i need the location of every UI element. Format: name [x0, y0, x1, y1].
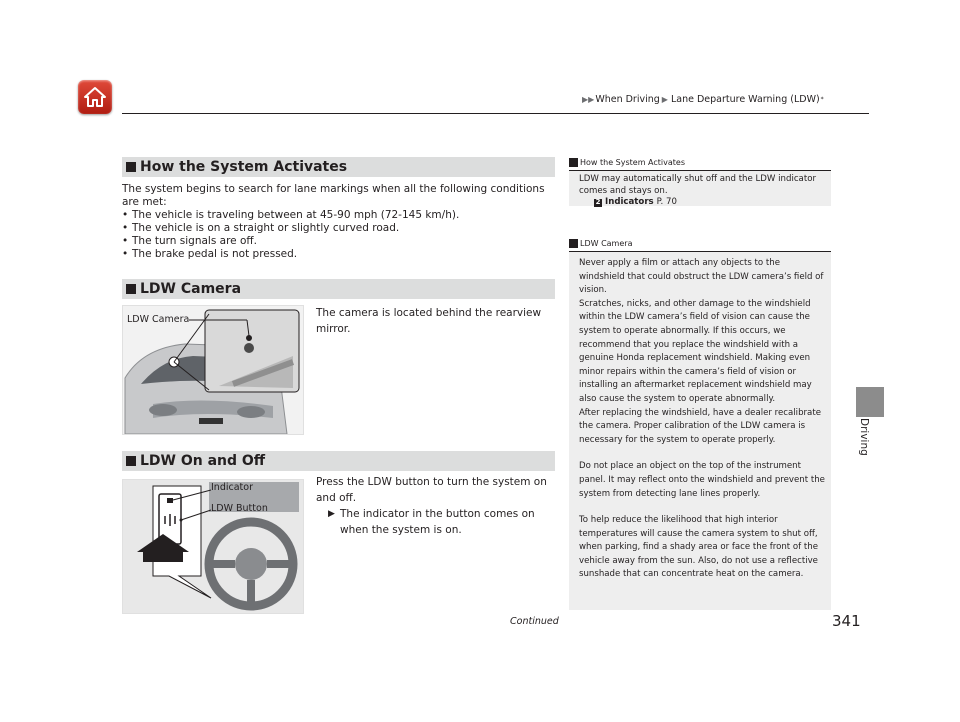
list-item: • The turn signals are off. [122, 235, 555, 248]
note-text: LDW may automatically shut off and the LDW indicator comes and stays on. [579, 174, 816, 196]
note-camera [569, 252, 831, 610]
section-title: LDW On and Off [140, 453, 266, 469]
heading-square-icon [126, 284, 136, 294]
chapter-tab-label: Driving [858, 418, 870, 456]
cross-reference-indicators[interactable] [579, 197, 831, 209]
section-title: How the System Activates [140, 159, 348, 175]
onoff-text-block [316, 474, 555, 538]
onoff-subpoint [316, 506, 555, 538]
chapter-tab[interactable] [856, 387, 884, 417]
button-figure [122, 479, 304, 614]
list-item: • The vehicle is traveling between at 45-90 mph (72-145 km/h). [122, 209, 555, 222]
home-button[interactable] [78, 80, 112, 114]
list-item: • The vehicle is on a straight or slightly curved road. [122, 222, 555, 235]
heading-square-icon [126, 456, 136, 466]
indicator-label: Indicator [211, 482, 253, 493]
home-icon [83, 86, 107, 108]
breadcrumb [582, 94, 824, 105]
note-icon [569, 158, 578, 167]
note-title: LDW Camera [580, 239, 633, 248]
activates-intro: The system begins to search for lane markings when all the following conditions are met: [122, 183, 545, 208]
onoff-subpoint-text: The indicator in the button comes on when the system is on. [340, 508, 535, 536]
page-reference-icon: 2 [595, 198, 601, 206]
heading-square-icon [126, 162, 136, 172]
dashboard-illustration [123, 480, 303, 613]
note-icon [569, 239, 578, 248]
breadcrumb-arrow-icon: ▶▶ [582, 95, 595, 104]
xref-page: P. 70 [656, 197, 677, 207]
note-activates [569, 171, 831, 206]
camera-text: The camera is located behind the rearview mirror. [316, 307, 542, 335]
breadcrumb-item-when-driving[interactable]: When Driving [595, 94, 660, 105]
section-heading-camera [122, 279, 555, 299]
note-heading-camera [569, 239, 632, 248]
section-title: LDW Camera [140, 281, 242, 297]
camera-figure-label: LDW Camera [127, 314, 190, 325]
note-paragraph: Do not place an object on the top of the instrument panel. It may reflect onto the windshield and prevent the system from detecting lane lines properly. [579, 461, 825, 499]
list-item: • The brake pedal is not pressed. [122, 248, 555, 261]
option-mark: * [820, 96, 824, 103]
sub-arrow-icon: ▶ [328, 509, 335, 519]
note-paragraph: To help reduce the likelihood that high interior temperatures will cause the camera system to shut off, when parking, find a shady area or face the front of the vehicle away from the sun. Also, do not use a reflective sunshade that can concentrate heat on the camera. [579, 515, 819, 580]
page-number: 341 [832, 612, 861, 630]
header-divider [122, 113, 869, 114]
activates-body [122, 183, 555, 261]
breadcrumb-item-ldw[interactable]: Lane Departure Warning (LDW) [670, 94, 820, 105]
ldw-button-label: LDW Button [211, 503, 268, 514]
breadcrumb-arrow-icon: ▶ [661, 95, 668, 104]
condition-list [122, 209, 555, 261]
note-title: How the System Activates [580, 158, 685, 167]
section-heading-activates [122, 157, 555, 177]
note-paragraph: Scratches, nicks, and other damage to the windshield within the LDW camera’s field of vision can cause the system to operate abnormally. If this occurs, we recommend that you replace the windshield with a genuine Honda replacement windshield. Making even minor repairs within the camera’s field of vision or installing an aftermarket replacement windshield may also cause the system to operate abnormally. [579, 298, 812, 404]
onoff-text: Press the LDW button to turn the system on and off. [316, 476, 547, 504]
camera-illustration [123, 306, 303, 434]
note-heading-activates [569, 158, 685, 167]
note-paragraph: After replacing the windshield, have a dealer recalibrate the camera. Proper calibration of the LDW camera is necessary for the system to operate properly. [579, 407, 821, 445]
continued-label: Continued [510, 616, 559, 627]
xref-title: Indicators [605, 197, 654, 207]
section-heading-onoff [122, 451, 555, 471]
note-paragraph: Never apply a film or attach any objects to the windshield that could obstruct the LDW camera’s field of vision. [579, 258, 824, 296]
